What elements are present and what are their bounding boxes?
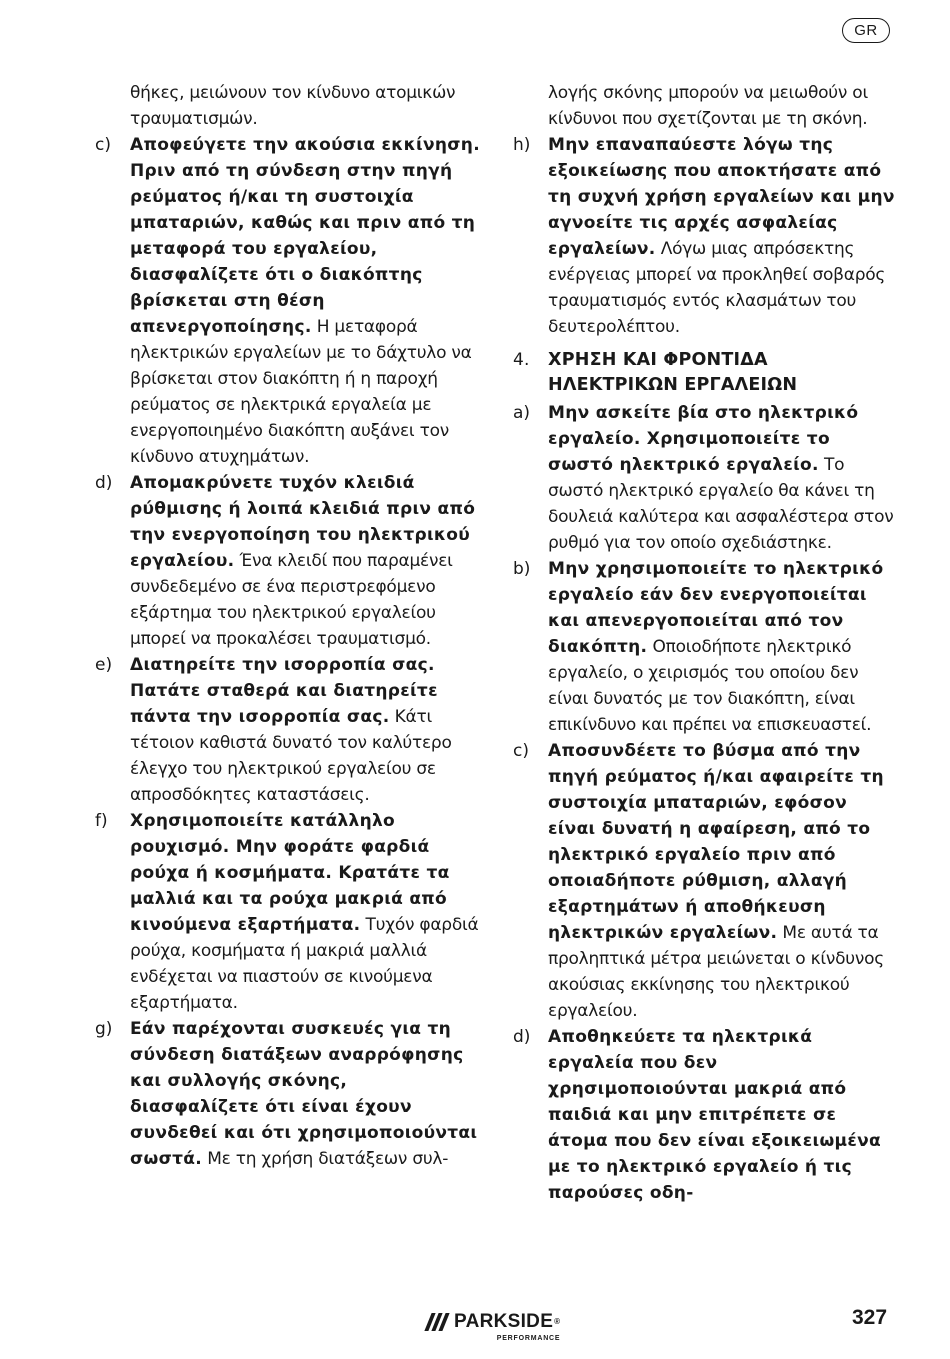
safety-item-h (513, 132, 898, 340)
brand-name: PARKSIDE (454, 1311, 554, 1332)
item-text: Το σωστό ηλεκτρικό εργαλείο θα κάνει τη δουλειά καλύτερα και ασφαλέστερα στον ρυθμό για τον οποίο σχεδιάστηκε. (548, 455, 894, 553)
item-label: h) (513, 135, 531, 155)
item-label: d) (95, 473, 113, 493)
item-bold-text: Απομακρύνετε τυχόν κλειδιά ρύθμισης ή λοιπά κλειδιά πριν από την ενεργοποίηση του ηλεκτρικού εργαλείου. (130, 473, 476, 571)
item-label: f) (95, 811, 108, 831)
safety-item-d (95, 470, 480, 652)
item-bold-text: Αποφεύγετε την ακούσια εκκίνηση. Πριν από τη σύνδεση στην πηγή ρεύματος ή/και τη συστοιχία μπαταριών, καθώς και πριν από τη μεταφορά του εργαλείου, διασφαλίζετε ότι ο διακόπτης βρίσκεται στη θέση απενεργοποίησης. (130, 135, 480, 337)
item-text: Με αυτά τα προληπτικά μέτρα μειώνεται ο κίνδυνος ακούσιας εκκίνησης του ηλεκτρικού εργαλείου. (548, 923, 884, 1021)
item-bold-text: Μην χρησιμοποιείτε το ηλεκτρικό εργαλείο εάν δεν ενεργοποιείται και απενεργοποιείται από τον διακόπτη. (548, 559, 884, 657)
continuation-text: λογής σκόνης μπορούν να μειωθούν οι κίνδυνοι που σχετίζονται με τη σκόνη. (548, 83, 868, 129)
item-text: Τυχόν φαρδιά ρούχα, κοσμήματα ή μακριά μαλλιά ενδέχεται να πιαστούν σε κινούμενα εξαρτήματα. (130, 915, 479, 1013)
item-label: c) (513, 741, 529, 761)
safety-item-g (95, 1016, 480, 1172)
left-column (95, 80, 480, 1172)
page-number: 327 (852, 1306, 888, 1329)
usage-item-b (513, 556, 898, 738)
item-label: a) (513, 403, 531, 423)
usage-item-d (513, 1024, 898, 1206)
section-number: 4. (513, 350, 530, 370)
item-text: Η μεταφορά ηλεκτρικών εργαλείων με το δάχτυλο να βρίσκεται στον διακόπτη ή η παροχή ρεύματος σε ηλεκτρικά εργαλεία με ενεργοποιημένο διακόπτη αυξάνει τον κίνδυνο ατυχημάτων. (130, 317, 472, 467)
item-label: e) (95, 655, 113, 675)
item-label: g) (95, 1019, 113, 1039)
item-label: d) (513, 1027, 531, 1047)
item-bold-text: Μην επαναπαύεστε λόγω της εξοικείωσης που αποκτήσατε από τη συχνή χρήση εργαλείων και μην αγνοείτε τις αρχές ασφαλείας εργαλείων. (548, 135, 895, 259)
language-badge (842, 18, 890, 43)
registered-mark: ® (554, 1317, 561, 1326)
safety-item-f (95, 808, 480, 1016)
item-text: Οποιοδήποτε ηλεκτρικό εργαλείο, ο χειρισμός του οποίου δεν είναι δυνατός με τον διακόπτη, είναι επικίνδυνο και πρέπει να επισκευαστεί. (548, 637, 872, 735)
item-text: Με τη χρήση διατάξεων συλ- (202, 1149, 449, 1169)
brand-subtitle: PERFORMANCE (496, 1335, 561, 1342)
usage-item-c (513, 738, 898, 1024)
usage-item-a (513, 400, 898, 556)
language-code: GR (854, 22, 878, 39)
item-label: c) (95, 135, 111, 155)
right-column (513, 80, 898, 1206)
item-bold-text: Μην ασκείτε βία στο ηλεκτρικό εργαλείο. Χρησιμοποιείτε το σωστό ηλεκτρικό εργαλείο. (548, 403, 859, 475)
safety-item-c (95, 132, 480, 470)
item-bold-text: Διατηρείτε την ισορροπία σας. Πατάτε σταθερά και διατηρείτε πάντα την ισορροπία σας. (130, 655, 438, 727)
continuation-text: θήκες, μειώνουν τον κίνδυνο ατομικών τραυματισμών. (130, 83, 456, 129)
safety-item-e (95, 652, 480, 808)
section-heading (513, 348, 898, 398)
item-bold-text: Αποθηκεύετε τα ηλεκτρικά εργαλεία που δεν χρησιμοποιούνται μακριά από παιδιά και μην επιτρέπετε σε άτομα που δεν είναι εξοικειωμένα με το ηλεκτρικό εργαλείο ή τις παρούσες οδη- (548, 1027, 881, 1203)
item-bold-text: Εάν παρέχονται συσκευές για τη σύνδεση διατάξεων αναρρόφησης και συλλογής σκόνης, διασφαλίζετε ότι είναι έχουν συνδεθεί και ότι χρησιμοποιούνται σωστά. (130, 1019, 478, 1169)
item-text: Λόγω μιας απρόσεκτης ενέργειας μπορεί να προκληθεί σοβαρός τραυματισμός εντός κλασμάτων του δευτερολέπτου. (548, 239, 886, 337)
slashes-icon (428, 1313, 449, 1331)
item-label: b) (513, 559, 531, 579)
item-text: Ένα κλειδί που παραμένει συνδεδεμένο σε ένα περιστρεφόμενο εξάρτημα του ηλεκτρικού εργαλείου μπορεί να προκαλέσει τραυματισμό. (130, 551, 453, 649)
parkside-logo (428, 1311, 560, 1345)
item-text: Κάτι τέτοιον καθιστά δυνατό τον καλύτερο έλεγχο του ηλεκτρικού εργαλείου σε απροσδόκητες καταστάσεις. (130, 707, 452, 805)
item-bold-text: Αποσυνδέετε το βύσμα από την πηγή ρεύματος ή/και αφαιρείτε τη συστοιχία μπαταριών, εφόσον είναι δυνατή η αφαίρεση, από το ηλεκτρικό εργαλείο πριν από οποιαδήποτε ρύθμιση, αλλαγή εξαρτημάτων ή αποθήκευση ηλεκτρικών εργαλείων. (548, 741, 884, 943)
item-bold-text: Χρησιμοποιείτε κατάλληλο ρουχισμό. Μην φοράτε φαρδιά ρούχα ή κοσμήματα. Κρατάτε τα μαλλιά και τα ρούχα μακριά από κινούμενα εξαρτήματα. (130, 811, 450, 935)
section-title: ΧΡΗΣΗ ΚΑΙ ΦΡΟΝΤΙΔΑ ΗΛΕΚΤΡΙΚΩΝ ΕΡΓΑΛΕΙΩΝ (548, 350, 798, 395)
